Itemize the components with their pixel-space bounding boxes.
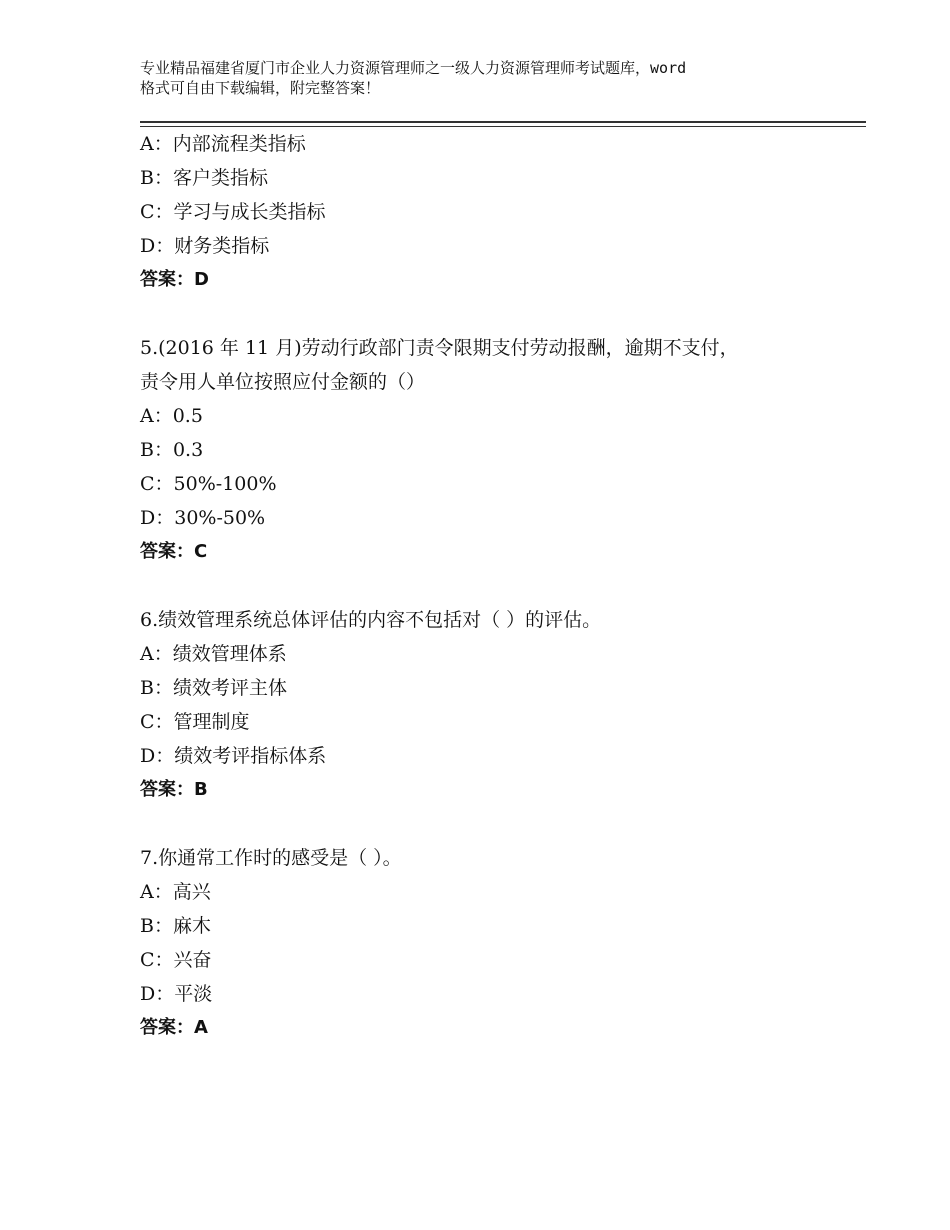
- option-a: A：0.5: [140, 405, 203, 427]
- header-divider-thick: [140, 121, 866, 123]
- option-a: A：绩效管理体系: [140, 643, 287, 665]
- question-4: [140, 127, 866, 297]
- question-text: 7.你通常工作时的感受是（ ）。: [140, 847, 402, 869]
- option-d: D：财务类指标: [140, 235, 270, 257]
- option-c: C：50%-100%: [140, 473, 277, 495]
- option-c: C：管理制度: [140, 711, 250, 733]
- option-c: C：学习与成长类指标: [140, 201, 326, 223]
- question-6: [140, 603, 866, 807]
- document-header: [140, 58, 840, 98]
- question-5: [140, 331, 866, 569]
- question-text-cont: 责令用人单位按照应付金额的（）: [140, 371, 426, 393]
- question-text: 6.绩效管理系统总体评估的内容不包括对（ ）的评估。: [140, 609, 602, 631]
- option-d: D：平淡: [140, 983, 213, 1005]
- option-a: A：高兴: [140, 881, 211, 903]
- option-b: B：麻木: [140, 915, 211, 937]
- question-list: [140, 127, 866, 1045]
- option-a: A：内部流程类指标: [140, 133, 306, 155]
- option-d: D：绩效考评指标体系: [140, 745, 327, 767]
- question-7: [140, 841, 866, 1045]
- option-b: B：0.3: [140, 439, 204, 461]
- header-line-2: 格式可自由下载编辑，附完整答案！: [140, 79, 381, 97]
- header-line-1: 专业精品福建省厦门市企业人力资源管理师之一级人力资源管理师考试题库，word: [140, 59, 687, 77]
- answer: 答案：D: [140, 269, 209, 290]
- option-c: C：兴奋: [140, 949, 212, 971]
- answer: 答案：B: [140, 779, 208, 800]
- option-b: B：绩效考评主体: [140, 677, 287, 699]
- answer: 答案：C: [140, 541, 208, 562]
- question-text: 5.(2016 年 11 月)劳动行政部门责令限期支付劳动报酬，逾期不支付，: [140, 337, 739, 359]
- option-d: D：30%-50%: [140, 507, 266, 529]
- option-b: B：客户类指标: [140, 167, 268, 189]
- answer: 答案：A: [140, 1017, 208, 1038]
